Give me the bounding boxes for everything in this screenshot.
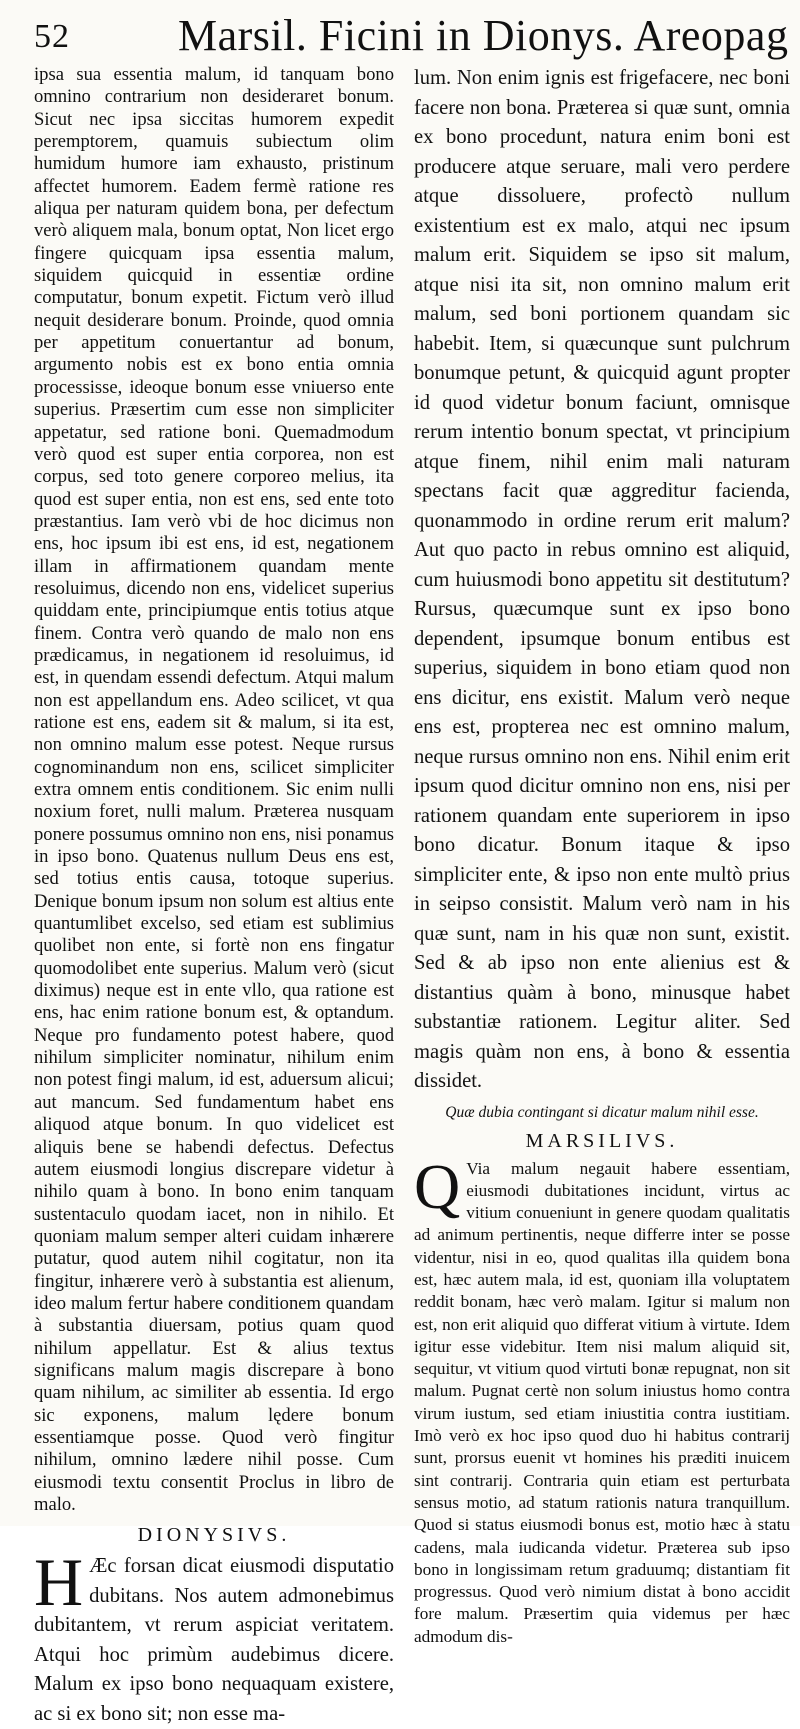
- left-paragraph-1: ipsa sua essentia malum, id tanquam bono omnino contrarium non desideraret bonum. Sicut nec ipsa siccitas humorem expedit peremptorem, quamuis subiectum olim humidum humore iam exhausto, pristinum affectet humorem. Eadem fermè ratione res aliqua per naturam quidem bona, per defectum verò aliquem mala, bonum optat, Non licet ergo fingere quicquam ipsa essentia malum, siquidem quicquid in essentiæ ordine computatur, bonum expetit. Fictum verò illud nequit desiderare bonum. Proinde, quod omnia per appetitum conuertantur ad bonum, argumento nobis est ex bono entia omnia processisse, ideoque bonum esse vniuerso ente superius. Præsertim cum esse non simpliciter appetatur, sed ratione boni. Quemadmodum verò quod est super entia corporea, non est corpus, sed toto genere corporeo melius, ita quod est super entia, non est ens, sed ente toto præstantius. Iam verò vbi de hoc dicimus non ens, hoc ipsum ibi est ens, id est, negationem illam in affirmationem quandam mente resoluimus, dicendo non ens, videlicet superius quiddam ente, principiumque entis totius atque finem. Contra verò quando de malo non ens prædicamus, in negationem id resoluimus, id est, in quendam essendi defectum. Atqui malum non est appellandum ens. Adeo scilicet, vt qua ratione est ens, eadem sit & malum, si ita est, non omnino malum esse potest. Neque rursus cognominandum non ens, scilicet simpliciter extra omnem entis conditionem. Sic enim nulli noxium foret, nulli malum. Præterea nusquam ponere possumus omnino non ens, nisi ponamus in ipso bono. Quatenus nullum Deus ens est, sed totius entis causa, totoque superius. Denique bonum ipsum non solum est altius ente quantumlibet excelso, sed etiam est sublimius quolibet non ente, si fortè non ens fingatur quomodolibet ente superius. Malum verò (sicut diximus) neque est in ente vllo, qua ratione est ens, hac enim ratione bonum est, & optandum. Neque pro fundamento potest habere, quod nihilum simpliciter nominatur, nihilum enim non potest fingi malum, id est, aduersum alicui; aut mancum. Sed fundamentum habet ens aliquod atque bonum. In quo videlicet est aliquis bene se habendi defectus. Defectus autem eiusmodi longius discrepare videtur à nihilo quam à bono. In bono enim tanquam sustentaculo quodam iacet, non in nihilo. Et quoniam malum semper alteri cuidam inhærere putatur, quod autem nihil cogitatur, non ita fingitur, inhærere verò à substantia est alienum, ideo malum fertur habere conditionem quandam à substantia diuersam, potius quam quod nihilum appellatur. Est & alius textus significans malum magis discrepare à bono quam nihilum, ac similiter ab essentia. Id ergo sic exponens, malum lędere bonum essentiamque posse. Quod verò fingitur nihilum, omnino lædere nihil posse. Cum eiusmodi textu consentit Proclus in libro de malo.: [34, 64, 394, 1515]
- page-number: 52: [34, 18, 70, 55]
- dropcap-h: H: [34, 1544, 84, 1621]
- right-column: [414, 64, 790, 1648]
- running-title: Marsil. Ficini in Dionys. Areopag: [178, 11, 789, 60]
- dionysius-heading: DIONYSIVS.: [137, 1524, 291, 1547]
- page-header: [28, 8, 789, 64]
- left-paragraph-2-block: [34, 1544, 394, 1729]
- left-column: [34, 64, 394, 1729]
- right-paragraph-1: lum. Non enim ignis est frigefacere, nec boni facere non bona. Præterea si quæ sunt, omnia ex bono procedunt, natura enim boni est producere atque seruare, mali vero perdere atque dissoluere, profectò nullum existentium est ex malo, atqui nec ipsum malum erit. Siquidem se ipso sit malum, atque nisi ita sit, non omnino malum erit malum, sed boni portionem quandam sic habebit. Item, si quæcunque sunt pulchrum bonumque petunt, & quicquid agunt propter id quod videtur bonum faciunt, omnisque rerum intentio bonum spectat, vt principium atque finem, nihil enim mali naturam spectans facit quæ aggreditur facienda, quonammodo in ordine rerum erit malum? Aut quo pacto in rebus omnino est aliquid, cum huiusmodi bono appetitu sit destitutum? Rursus, quæcumque sunt ex ipso bono dependent, ipsumque bonum entibus est superius, siquidem in bono etiam quod non ens dicitur, ens existit. Malum verò neque ens est, propterea nec est omnino malum, neque rursus omnino non ens. Nihil enim erit ipsum quod dicitur omnino non ens, nisi per rationem quandam ente superiorem in ipso bono dicatur. Bonum itaque & ipso simpliciter ente, & ipso non ente multò prius in seipso consistit. Malum verò nam in his quæ sunt, nam in his quæ non sunt, existit. Sed & ab ipso non ente alienius est & distantius quàm à bono, minusque habet substantiæ rationem. Legitur aliter. Sed magis quàm non ens, à bono & essentia dissidet.: [414, 67, 790, 1092]
- right-paragraph-2-block: [414, 1150, 790, 1649]
- dropcap-q: Q: [414, 1150, 461, 1222]
- left-paragraph-2: Æc forsan dicat eiusmodi disputatio dubitans. Nos autem admonebimus dubitantem, vt rerum aspiciat veritatem. Atqui hoc primùm audebimus dicere. Malum ex ipso bono nequaquam existere, ac si ex bono sit; non esse ma-: [34, 1555, 394, 1725]
- dubia-heading: Quæ dubia contingant si dicatur malum nihil esse.: [445, 1103, 759, 1121]
- marsilius-heading: MARSILIVS.: [525, 1129, 679, 1152]
- right-paragraph-2: Via malum negauit habere essentiam, eiusmodi dubitationes incidunt, virtus ac vitium conueniunt in genere quodam qualitatis ad animum pertinentis, neque differre inter se posse videntur, nisi in eo, quod qualitas illa quidem bona est, hæc autem mala, id est, quoniam illa voluptatem reddit bonam, hæc verò malam. Igitur si malum non est, non erit aliquid quo differat vitium à virtute. Idem igitur esse videbitur. Item nisi malum aliquid sit, sequitur, vt vitium quod virtuti bonæ repugnat, non sit malum. Pugnat certè non solum iniustus homo contra virum iustum, sed etiam iniustitia contra iustitiam. Imò verò ex hoc ipso quod duo hi habitus contrarij sunt, prorsus euenit vt homines his præditi inuicem sint contrarij. Contraria quin etiam est perturbata sensus motio, ad statum rationis natura tranquillum. Quod si status eiusmodi bonus est, motio hæc à statu cadens, mala iudicanda videtur. Præterea sub ipso bono in longissimam retum graduumq; distantiam fit progressus. Quod verò nimium distat à bono accidit fore malum. Præsertim quia videmus per hæc admodum dis-: [414, 1158, 790, 1646]
